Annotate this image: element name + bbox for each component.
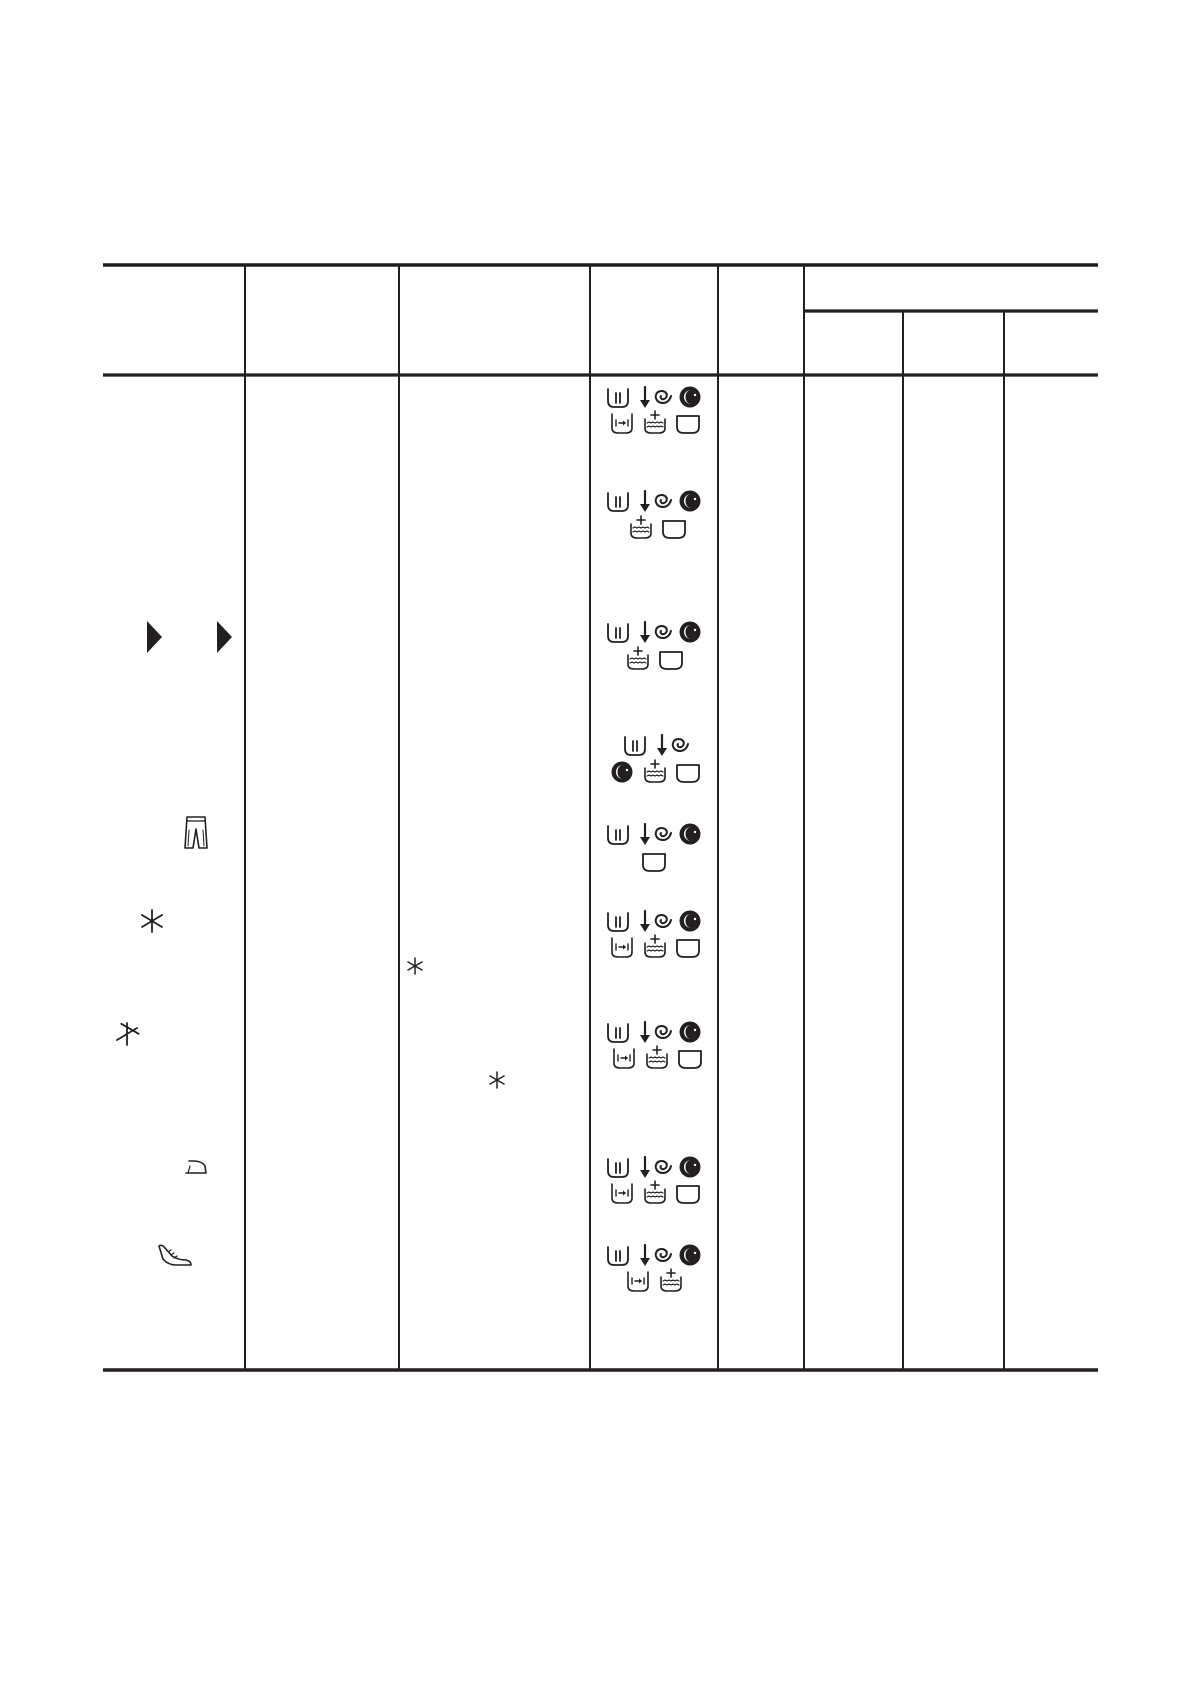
option-group <box>608 824 701 872</box>
spin-icon <box>640 824 671 845</box>
night-icon <box>680 911 701 932</box>
table-rules <box>103 265 1098 1370</box>
note-markers <box>408 958 504 1088</box>
soak-icon <box>647 1046 667 1068</box>
extra-rinse-icon <box>612 1184 632 1203</box>
spin-icon <box>640 622 671 643</box>
soak-icon <box>645 935 665 957</box>
prewash-icon <box>608 493 628 511</box>
spin-icon <box>657 735 688 756</box>
night-icon <box>680 1157 701 1178</box>
triangle-right-icon <box>147 621 162 653</box>
soak-icon <box>645 1181 665 1203</box>
spin-icon <box>640 491 671 512</box>
prewash-icon <box>608 913 628 931</box>
soak-icon <box>661 1269 681 1291</box>
soak-icon <box>645 411 665 433</box>
extra-rinse-icon <box>612 938 632 957</box>
night-icon <box>680 622 701 643</box>
night-icon <box>680 1245 701 1266</box>
spin-icon <box>640 911 671 932</box>
spin-icon <box>640 1157 671 1178</box>
option-group <box>612 735 700 783</box>
programme-icons <box>117 621 232 1265</box>
night-icon <box>612 762 633 783</box>
prewash-icon <box>608 1247 628 1265</box>
spin-icon <box>640 387 671 408</box>
extra-rinse-icon <box>612 414 632 433</box>
prewash-icon <box>608 826 628 844</box>
water-plus-icon <box>677 1186 699 1203</box>
night-icon <box>680 491 701 512</box>
water-plus-icon <box>677 940 699 957</box>
soak-icon <box>645 760 665 782</box>
shoe-icon <box>159 1245 191 1265</box>
prewash-icon <box>608 389 628 407</box>
soak-icon <box>631 516 651 538</box>
column-dividers <box>245 265 1004 1370</box>
soak-icon <box>628 647 648 669</box>
prewash-icon <box>608 624 628 642</box>
prewash-icon <box>608 1024 628 1042</box>
prewash-icon <box>608 1159 628 1177</box>
spin-icon <box>640 1245 671 1266</box>
prewash-icon <box>625 737 645 755</box>
extra-rinse-icon <box>628 1272 648 1291</box>
water-plus-icon <box>643 854 665 871</box>
option-group <box>608 1245 701 1292</box>
option-group <box>608 1022 701 1069</box>
option-group <box>608 1157 701 1204</box>
jeans-icon <box>185 817 207 848</box>
option-group <box>608 911 701 958</box>
night-icon <box>680 824 701 845</box>
night-icon <box>680 387 701 408</box>
water-plus-icon <box>663 521 685 538</box>
triangle-right-icon <box>217 621 232 653</box>
night-icon <box>680 1022 701 1043</box>
option-group <box>608 622 701 670</box>
water-plus-icon <box>679 1051 701 1068</box>
asterisk-icon <box>142 910 162 932</box>
option-group <box>608 491 701 539</box>
option-icons <box>608 387 701 1292</box>
extra-rinse-icon <box>614 1049 634 1068</box>
asterisk-icon <box>117 1023 139 1045</box>
water-plus-icon <box>677 416 699 433</box>
asterisk-icon <box>408 958 422 974</box>
option-group <box>608 387 701 434</box>
spin-icon <box>640 1022 671 1043</box>
asterisk-icon <box>490 1072 504 1088</box>
iron-icon <box>186 1161 206 1173</box>
water-plus-icon <box>660 652 682 669</box>
water-plus-icon <box>677 765 699 782</box>
